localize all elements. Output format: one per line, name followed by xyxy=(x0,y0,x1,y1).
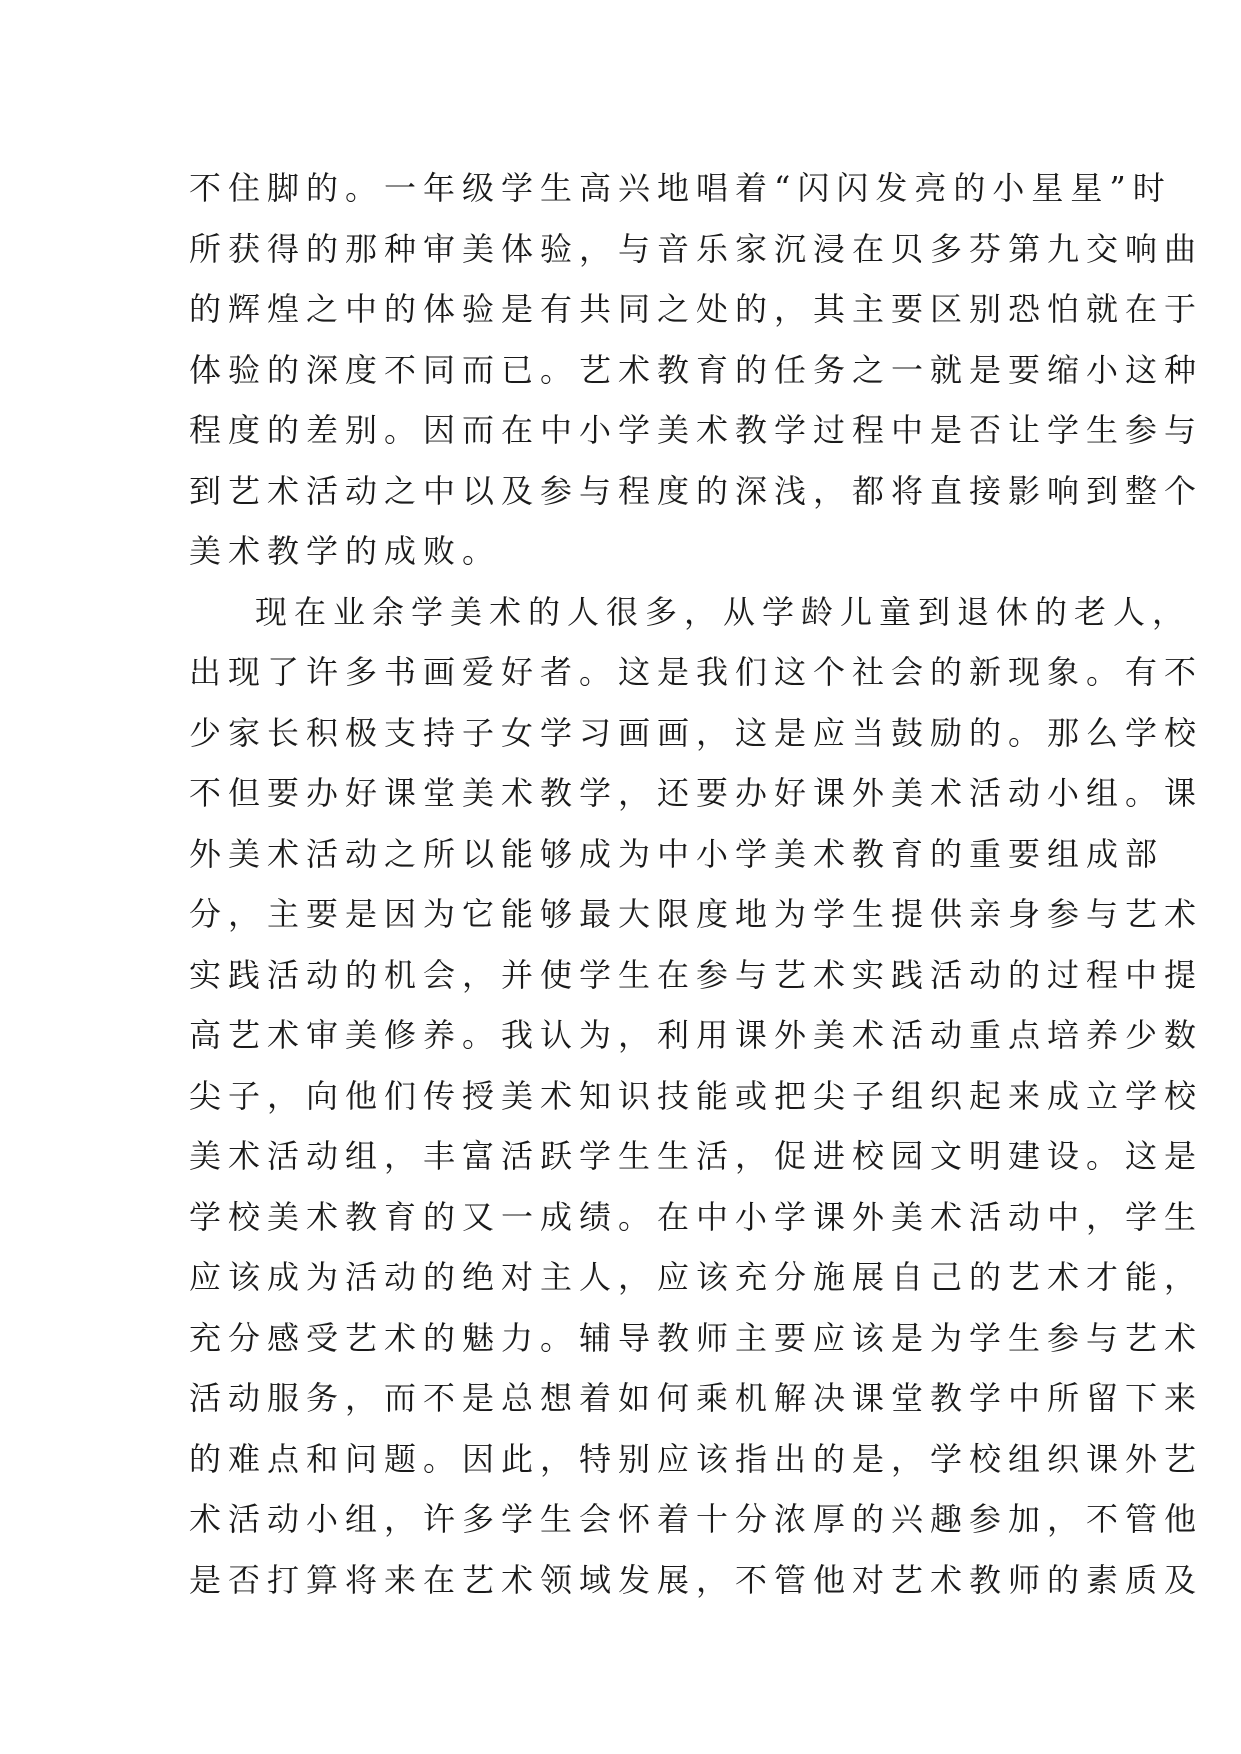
text-line: 出现了许多书画爱好者。这是我们这个社会的新现象。有不 xyxy=(189,653,1204,691)
text-line: 充分感受艺术的魅力。辅导教师主要应该是为学生参与艺术 xyxy=(189,1318,1204,1357)
text-line: 尖子，向他们传授美术知识技能或把尖子组织起来成立学校 xyxy=(189,1076,1204,1115)
text-line: 程度的差别。因而在中小学美术教学过程中是否让学生参与 xyxy=(189,411,1204,449)
text-line: 的辉煌之中的体验是有共同之处的，其主要区别恐怕就在于 xyxy=(189,290,1204,328)
text-line: 美术活动组，丰富活跃学生生活，促进校园文明建设。这是 xyxy=(189,1137,1204,1175)
text-line: 美术教学的成败。 xyxy=(189,532,502,570)
text-line: 高艺术审美修养。我认为，利用课外美术活动重点培养少数 xyxy=(189,1016,1204,1054)
text-line: 到艺术活动之中以及参与程度的深浅，都将直接影响到整个 xyxy=(189,471,1204,510)
text-line: 所获得的那种审美体验，与音乐家沉浸在贝多芬第九交响曲 xyxy=(189,229,1204,268)
text-line: 学校美术教育的又一成绩。在中小学课外美术活动中，学生 xyxy=(189,1197,1204,1236)
text-line: 不但要办好课堂美术教学，还要办好课外美术活动小组。课 xyxy=(189,774,1204,812)
paragraph-first-line: 现在业余学美术的人很多，从学龄儿童到退休的老人， xyxy=(255,592,1192,631)
body-text xyxy=(189,158,1204,1610)
text-line: 是否打算将来在艺术领域发展，不管他对艺术教师的素质及 xyxy=(189,1560,1204,1599)
text-line: 少家长积极支持子女学习画画，这是应当鼓励的。那么学校 xyxy=(189,713,1204,752)
text-line: 活动服务，而不是总想着如何乘机解决课堂教学中所留下来 xyxy=(189,1379,1204,1417)
text-line: 外美术活动之所以能够成为中小学美术教育的重要组成部 xyxy=(189,834,1165,873)
text-line: 分，主要是因为它能够最大限度地为学生提供亲身参与艺术 xyxy=(189,895,1204,933)
text-line: 不住脚的。一年级学生高兴地唱着“闪闪发亮的小星星”时 xyxy=(189,169,1172,207)
text-line: 应该成为活动的绝对主人，应该充分施展自己的艺术才能， xyxy=(189,1258,1204,1296)
text-line: 实践活动的机会，并使学生在参与艺术实践活动的过程中提 xyxy=(189,955,1204,994)
text-line: 术活动小组，许多学生会怀着十分浓厚的兴趣参加，不管他 xyxy=(189,1500,1204,1538)
text-line: 体验的深度不同而已。艺术教育的任务之一就是要缩小这种 xyxy=(189,350,1204,389)
text-line: 的难点和问题。因此，特别应该指出的是，学校组织课外艺 xyxy=(189,1439,1204,1478)
